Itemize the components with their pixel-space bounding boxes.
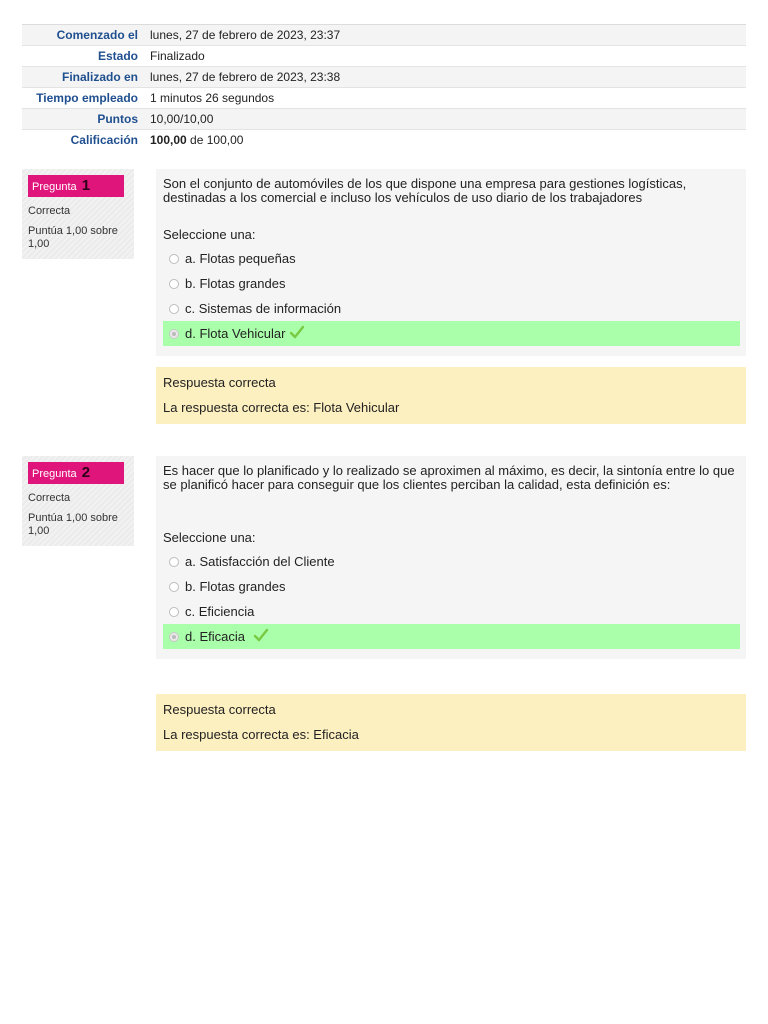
question-feedback xyxy=(156,367,746,424)
checkmark-icon xyxy=(289,325,305,342)
answer-label: c. Sistemas de información xyxy=(185,301,342,316)
radio-button[interactable] xyxy=(169,304,179,314)
question-text: Son el conjunto de automóviles de los que dispone una empresa para gestiones logísticas, destinadas a los comercial e incluso los vehículos de uso diario de los trabajadores xyxy=(163,176,687,205)
summary-label: Puntos xyxy=(22,109,144,130)
answer-option-c[interactable] xyxy=(163,296,740,321)
summary-label: Comenzado el xyxy=(22,25,144,46)
radio-button[interactable] xyxy=(169,632,179,642)
question-label: Pregunta xyxy=(32,468,77,480)
summary-row-finished xyxy=(22,67,746,88)
summary-row-points xyxy=(22,109,746,130)
radio-button[interactable] xyxy=(169,329,179,339)
answer-option-b[interactable] xyxy=(163,271,740,296)
answer-prompt: Seleccione una: xyxy=(163,530,256,545)
question-state: Correcta xyxy=(28,492,71,504)
summary-label: Calificación xyxy=(22,130,144,151)
question-info xyxy=(22,456,134,546)
question-formulation xyxy=(156,456,746,659)
question-grade: Puntúa 1,00 sobre 1,00 xyxy=(28,225,118,250)
summary-value: lunes, 27 de febrero de 2023, 23:37 xyxy=(144,25,746,46)
radio-button[interactable] xyxy=(169,254,179,264)
summary-value: Finalizado xyxy=(144,46,746,67)
answer-option-b[interactable] xyxy=(163,574,740,599)
answer-label: d. Flota Vehicular xyxy=(185,326,286,341)
question-state: Correcta xyxy=(28,205,71,217)
summary-label: Finalizado en xyxy=(22,67,144,88)
feedback-text: La respuesta correcta es: Flota Vehicular xyxy=(163,400,400,415)
summary-value xyxy=(144,130,746,151)
answer-label: a. Flotas pequeñas xyxy=(185,251,296,266)
radio-button[interactable] xyxy=(169,582,179,592)
grade-value: 100,00 xyxy=(150,133,187,148)
summary-value: lunes, 27 de febrero de 2023, 23:38 xyxy=(144,67,746,88)
feedback-title: Respuesta correcta xyxy=(163,375,276,390)
answer-option-d[interactable] xyxy=(163,321,740,346)
answer-label: a. Satisfacción del Cliente xyxy=(185,554,335,569)
feedback-title: Respuesta correcta xyxy=(163,702,276,717)
answer-option-c[interactable] xyxy=(163,599,740,624)
question-number-badge xyxy=(28,175,124,197)
answer-prompt: Seleccione una: xyxy=(163,227,256,242)
answer-option-a[interactable] xyxy=(163,246,740,271)
answer-option-d[interactable] xyxy=(163,624,740,649)
answer-label: b. Flotas grandes xyxy=(185,579,286,594)
question-number: 2 xyxy=(81,464,91,481)
summary-row-started xyxy=(22,25,746,46)
checkmark-icon xyxy=(253,628,269,645)
summary-row-grade xyxy=(22,130,746,151)
question-number: 1 xyxy=(81,177,91,194)
question-grade: Puntúa 1,00 sobre 1,00 xyxy=(28,512,118,537)
radio-button[interactable] xyxy=(169,607,179,617)
question-feedback xyxy=(156,694,746,751)
summary-label: Estado xyxy=(22,46,144,67)
summary-row-state xyxy=(22,46,746,67)
question-text: Es hacer que lo planificado y lo realizado se aproximen al máximo, es decir, la sintonía entre lo que se planificó hacer para conseguir que los clientes perciban la calidad, esta definición es: xyxy=(163,463,735,492)
summary-value: 10,00/10,00 xyxy=(144,109,746,130)
answer-option-a[interactable] xyxy=(163,549,740,574)
feedback-text: La respuesta correcta es: Eficacia xyxy=(163,727,359,742)
radio-button[interactable] xyxy=(169,279,179,289)
question-number-badge xyxy=(28,462,124,484)
summary-label: Tiempo empleado xyxy=(22,88,144,109)
radio-button[interactable] xyxy=(169,557,179,567)
summary-value: 1 minutos 26 segundos xyxy=(144,88,746,109)
question-label: Pregunta xyxy=(32,181,77,193)
question-info xyxy=(22,169,134,259)
grade-max: de 100,00 xyxy=(186,133,244,148)
question-formulation xyxy=(156,169,746,356)
answer-label: c. Eficiencia xyxy=(185,604,255,619)
answer-label: b. Flotas grandes xyxy=(185,276,286,291)
summary-row-time-taken xyxy=(22,88,746,109)
attempt-summary-table xyxy=(22,24,746,151)
answer-label: d. Eficacia xyxy=(185,629,245,644)
